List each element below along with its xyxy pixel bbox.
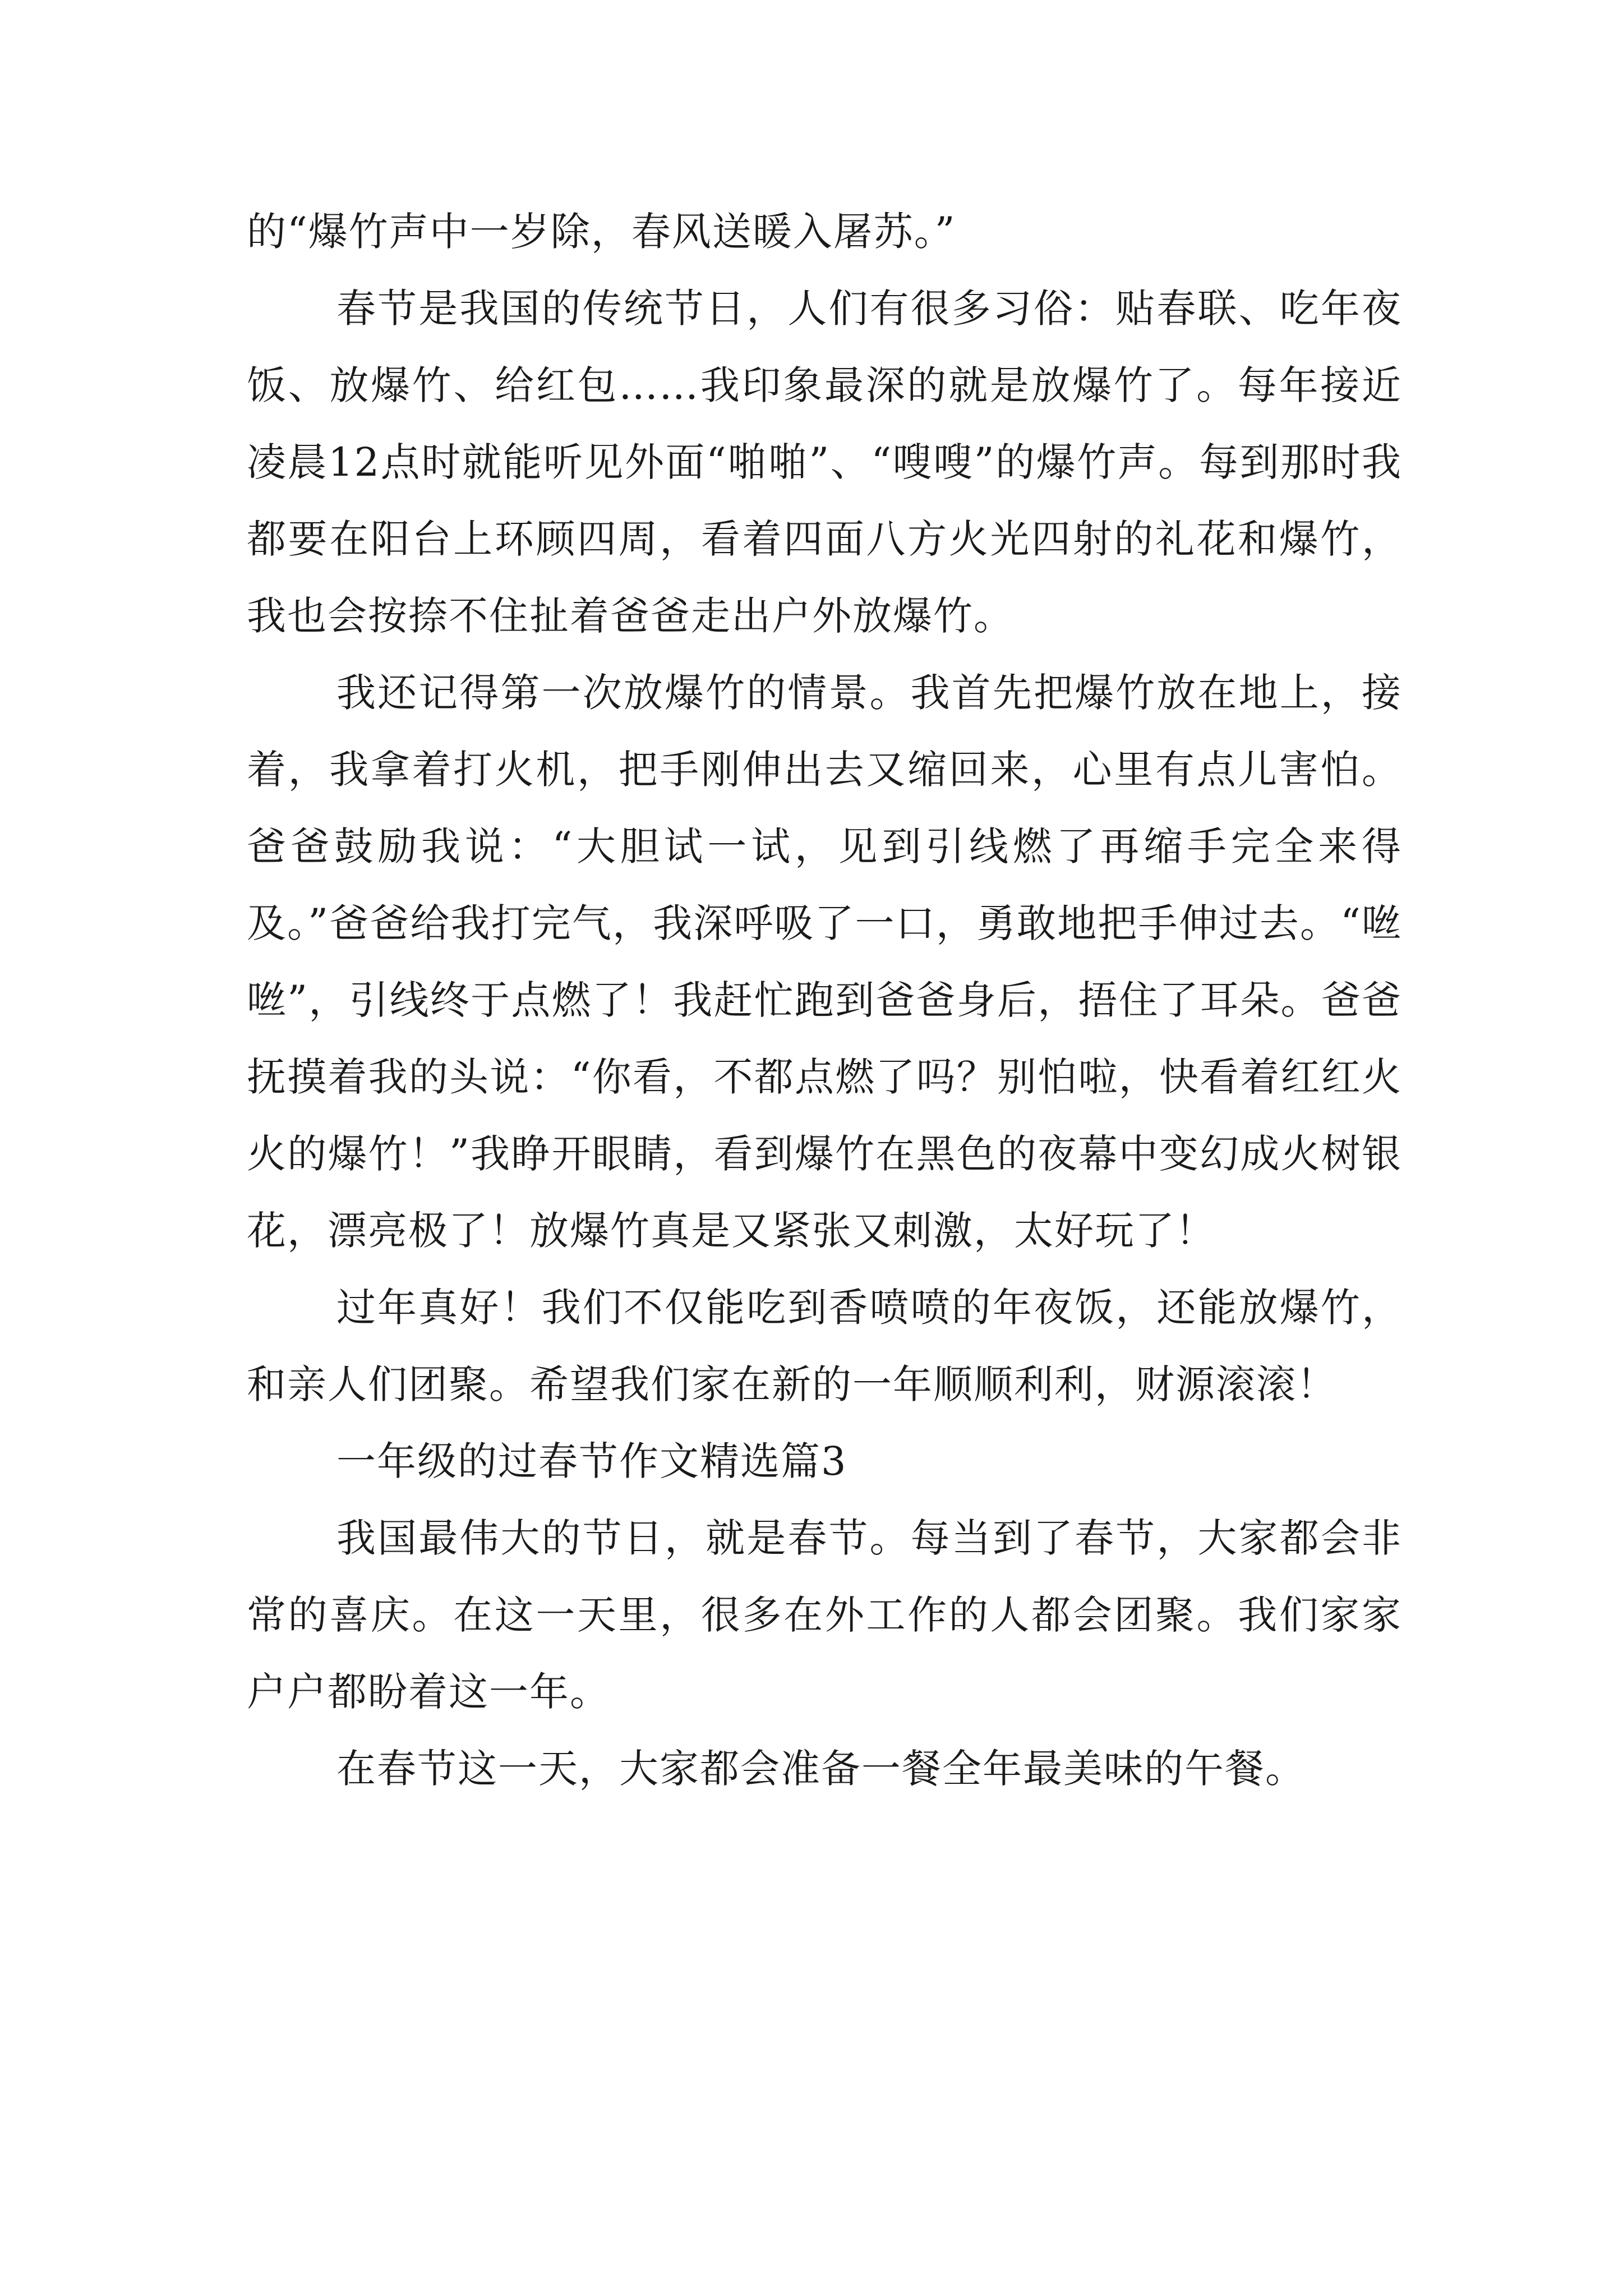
paragraph-spring-festival-customs: 春节是我国的传统节日，人们有很多习俗：贴春联、吃年夜饭、放爆竹、给红包……我印象最深的就是放爆竹了。每年接近凌晨12点时就能听见外面“啪啪”、“嗖嗖”的爆竹声。每到那时我都要在阳台上环顾四周，看着四面八方火光四射的礼花和爆竹，我也会按捺不住扯着爸爸走出户外放爆竹。 [247,286,1402,639]
paragraph-greatest-festival: 我国最伟大的节日，就是春节。每当到了春节，大家都会非常的喜庆。在这一天里，很多在外工作的人都会团聚。我们家家户户都盼着这一年。 [247,1515,1402,1715]
document-body [247,194,1402,1807]
paragraph-first-firecracker: 我还记得第一次放爆竹的情景。我首先把爆竹放在地上，接着，我拿着打火机，把手刚伸出去又缩回来，心里有点儿害怕。爸爸鼓励我说：“大胆试一试，见到引线燃了再缩手完全来得及。”爸爸给我打完气，我深呼吸了一口，勇敢地把手伸过去。“咝咝”，引线终于点燃了！我赶忙跑到爸爸身后，捂住了耳朵。爸爸抚摸着我的头说：“你看，不都点燃了吗？别怕啦，快看着红红火火的爆竹！”我睁开眼睛，看到爆竹在黑色的夜幕中变幻成火树银花，漂亮极了！放爆竹真是又紧张又刺激，太好玩了！ [247,670,1402,1254]
paragraph-continuation: 的“爆竹声中一岁除，春风送暖入屠苏。” [247,209,956,255]
paragraph-new-year-wish: 过年真好！我们不仅能吃到香喷喷的年夜饭，还能放爆竹，和亲人们团聚。希望我们家在新的一年顺顺利利，财源滚滚！ [247,1285,1402,1407]
paragraph-festival-lunch: 在春节这一天，大家都会准备一餐全年最美味的午餐。 [336,1746,1306,1792]
essay-heading: 一年级的过春节作文精选篇3 [336,1438,847,1484]
